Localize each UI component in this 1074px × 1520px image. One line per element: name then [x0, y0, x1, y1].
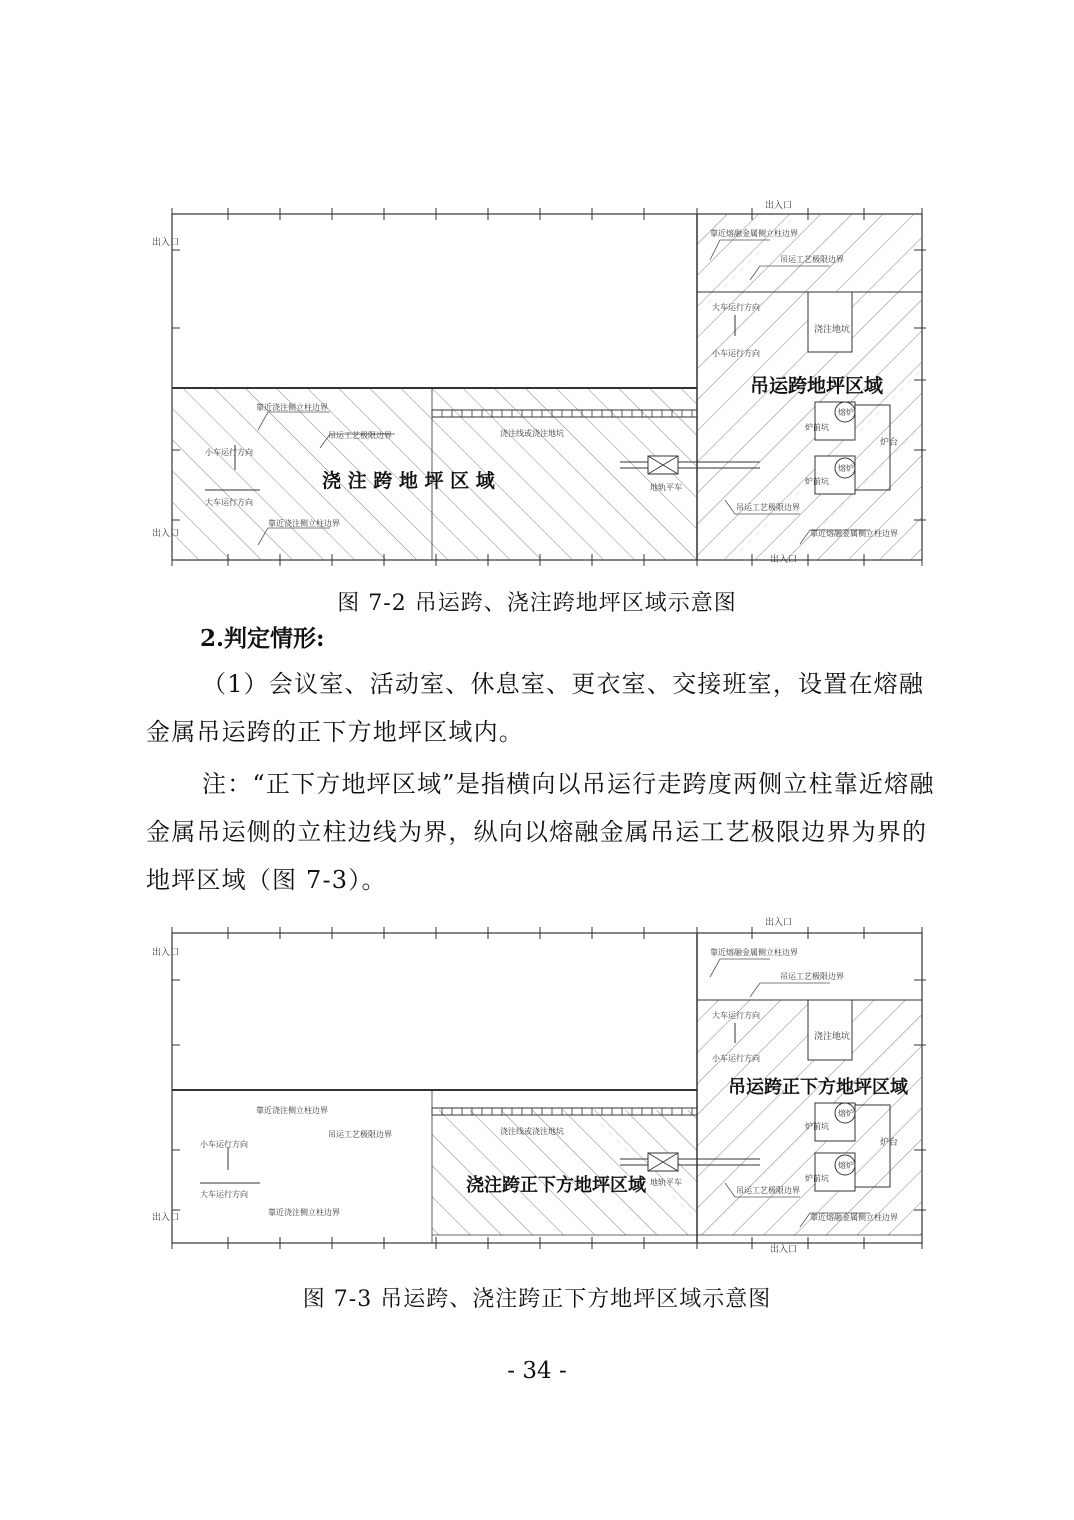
label-furnace-1-2: 熔炉 [838, 1109, 854, 1118]
label-boundary-casting-column-top-2: 靠近浇注侧立柱边界 [256, 1106, 328, 1115]
label-small-dir-left-2: 小车运行方向 [200, 1140, 248, 1149]
label-entrance-left-top: 出入口 [152, 238, 180, 248]
label-entrance-left-bottom-2: 出入口 [152, 1213, 180, 1223]
page-number: - 34 - [507, 1358, 567, 1384]
label-casting-line-2: 浇注线或浇注地坑 [500, 1127, 564, 1136]
label-furnace-platform-2: 炉台 [880, 1138, 899, 1148]
label-boundary-metal-column-2: 靠近熔融金属侧立柱边界 [710, 948, 798, 957]
label-process-limit-lift-2: 吊运工艺极限边界 [780, 972, 844, 981]
label-direction-big-car: 大车运行方向 [712, 303, 760, 312]
label-small-dir-left: 小车运行方向 [205, 448, 253, 457]
label-boundary-metal-column-bottom-2: 靠近熔融金属侧立柱边界 [810, 1213, 898, 1222]
label-entrance-left-bottom: 出入口 [152, 529, 180, 539]
label-big-dir-left: 大车运行方向 [205, 498, 253, 507]
label-entrance-right-bottom-2: 出入口 [770, 1245, 798, 1255]
casting-pit-box-2 [808, 1000, 852, 1060]
label-pit-1-2: 炉前坑 [805, 1122, 829, 1131]
casting-pit-box [808, 292, 852, 352]
figure-7-2-caption: 图 7-2 吊运跨、浇注跨地坪区域示意图 [337, 591, 737, 616]
label-direction-small-car-2: 小车运行方向 [712, 1054, 760, 1063]
label-casting-area: 浇 注 跨 地 坪 区 域 [322, 470, 495, 492]
label-boundary-casting-column-top: 靠近浇注侧立柱边界 [256, 403, 328, 412]
label-rail-car-2: 地轨平车 [650, 1178, 682, 1187]
label-casting-pit: 浇注地坑 [814, 325, 851, 335]
label-boundary-casting-column-bottom-2: 靠近浇注侧立柱边界 [268, 1208, 340, 1217]
label-entrance-right-top: 出入口 [765, 201, 793, 211]
figure-7-2 [150, 200, 940, 570]
label-casting-area-2: 浇注跨正下方地坪区域 [466, 1175, 646, 1196]
label-direction-small-car: 小车运行方向 [712, 349, 760, 358]
label-casting-pit-2: 浇注地坑 [814, 1032, 851, 1042]
label-pit-1: 炉前坑 [805, 423, 829, 432]
label-furnace-2: 熔炉 [838, 464, 854, 473]
label-big-dir-left-2: 大车运行方向 [200, 1190, 248, 1199]
figure-7-2-drawing [150, 200, 940, 570]
label-furnace-platform: 炉台 [880, 438, 899, 448]
label-direction-big-car-2: 大车运行方向 [712, 1011, 760, 1020]
label-entrance-right-bottom: 出入口 [770, 555, 798, 565]
label-furnace-2-2: 熔炉 [838, 1161, 854, 1170]
label-hoist-area-2: 吊运跨正下方地坪区域 [728, 1077, 908, 1098]
figure-7-3 [150, 915, 940, 1285]
section-heading: 2.判定情形: [200, 625, 325, 652]
label-process-limit-casting-2: 吊运工艺极限边界 [328, 1130, 392, 1139]
label-entrance-left-top-2: 出入口 [152, 948, 180, 958]
figure-7-3-caption: 图 7-3 吊运跨、浇注跨正下方地坪区域示意图 [302, 1287, 772, 1312]
figure-7-3-drawing [150, 915, 940, 1260]
label-process-limit-casting: 吊运工艺极限边界 [328, 431, 392, 440]
note-paragraph: 注：“正下方地坪区域”是指横向以吊运行走跨度两侧立柱靠近熔融金属吊运侧的立柱边线为界，纵向以熔融金属吊运工艺极限边界为界的地坪区域（图 7-3）。 [146, 770, 935, 894]
label-pit-2: 炉前坑 [805, 477, 829, 486]
label-rail-car: 地轨平车 [650, 483, 682, 492]
label-boundary-metal-column: 靠近熔融金属侧立柱边界 [710, 229, 798, 238]
label-boundary-metal-column-bottom: 靠近熔融金属侧立柱边界 [810, 529, 898, 538]
label-pit-2-2: 炉前坑 [805, 1174, 829, 1183]
label-boundary-casting-column-bottom: 靠近浇注侧立柱边界 [268, 519, 340, 528]
label-process-limit-bottom-2: 吊运工艺极限边界 [736, 1186, 800, 1195]
item-1-paragraph: （1）会议室、活动室、休息室、更衣室、交接班室，设置在熔融金属吊运跨的正下方地坪区域内。 [146, 670, 925, 746]
label-furnace-1: 熔炉 [838, 408, 854, 417]
label-casting-line: 浇注线或浇注地坑 [500, 429, 564, 438]
label-entrance-right-top-2: 出入口 [765, 918, 793, 928]
label-hoist-area: 吊运跨地坪区域 [750, 375, 884, 397]
label-process-limit-bottom: 吊运工艺极限边界 [736, 503, 800, 512]
casting-span-under-floor [432, 1110, 697, 1235]
label-process-limit-lift: 吊运工艺极限边界 [780, 255, 844, 264]
